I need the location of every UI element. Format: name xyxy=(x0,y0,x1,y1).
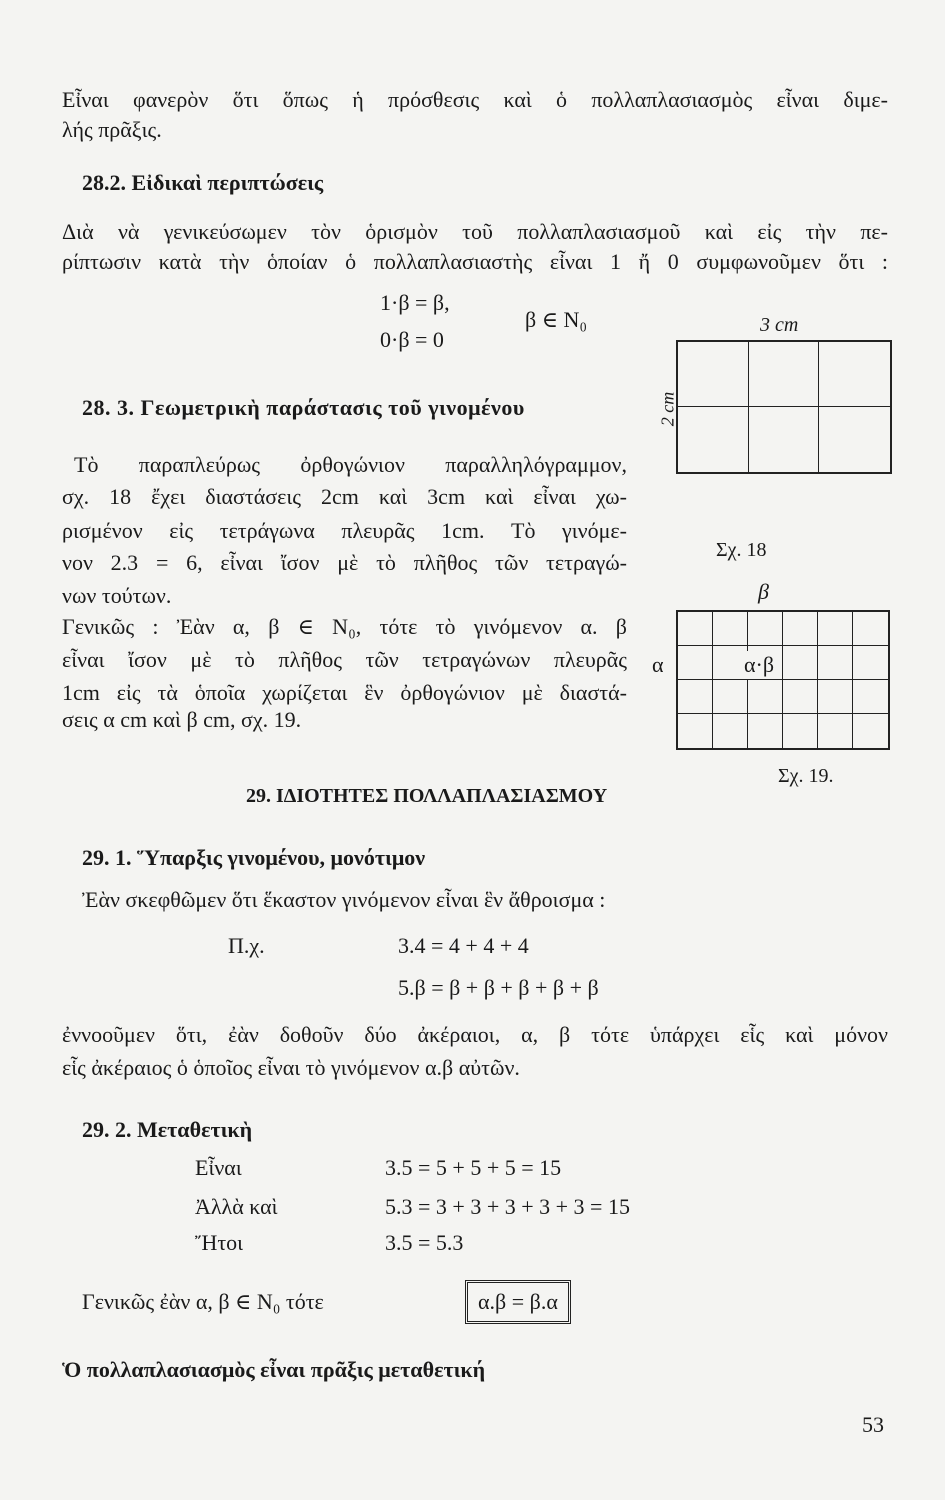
section-28-2-heading: 28.2. Εἰδικαὶ περιπτώσεις xyxy=(82,170,324,195)
paragraph-line: Ἐὰν σκεφθῶμεν ὅτι ἕκαστον γινόμενον εἶναι ἓν ἄθροισμα : xyxy=(82,887,606,912)
condition: β ∈ N₀ xyxy=(525,307,588,332)
paragraph-line: σχ. 18 ἔχει διαστάσεις 2cm καὶ 3cm καὶ εἶναι χω- xyxy=(62,484,627,509)
intro-line-1: Εἶναι φανερὸν ὅτι ὅπως ἡ πρόσθεσις καὶ ὁ πολλαπλασιασμὸς εἶναι διμε- xyxy=(62,87,888,112)
paragraph-line: ρισμένον εἰς τετράγωνα πλευρᾶς 1cm. Τὸ γινόμε- xyxy=(62,518,627,543)
boxed-formula: α.β = β.α xyxy=(465,1280,571,1324)
fig18-caption: Σχ. 18 xyxy=(716,539,767,561)
section-28-3-heading: 28. 3. Γεωμετρικὴ παράστασις τοῦ γινομένου xyxy=(82,395,525,420)
section-29-2-heading: 29. 2. Μεταθετικὴ xyxy=(82,1117,253,1142)
row-label: Ἀλλὰ καὶ xyxy=(195,1194,278,1219)
general-statement: Γενικῶς ἐὰν α, β ∈ N₀ τότε xyxy=(82,1289,324,1314)
paragraph-line: Τὸ παραπλεύρως ὀρθογώνιον παραλληλόγραμμον, xyxy=(74,452,627,477)
row-expr: 3.5 = 5 + 5 + 5 = 15 xyxy=(385,1155,562,1180)
intro-line-2: λής πρᾶξις. xyxy=(62,117,162,142)
page-number: 53 xyxy=(862,1412,884,1437)
paragraph-line: Διὰ νὰ γενικεύσωμεν τὸν ὁρισμὸν τοῦ πολλαπλασιασμοῦ καὶ εἰς τὴν πε- xyxy=(62,219,888,244)
fig19-top-label: β xyxy=(758,579,769,604)
paragraph-line: σεις α cm καὶ β cm, σχ. 19. xyxy=(62,707,302,732)
section-29-heading: 29. ΙΔΙΟΤΗΤΕΣ ΠΟΛΛΑΠΛΑΣΙΑΣΜΟΥ xyxy=(246,785,608,807)
section-29-1-heading: 29. 1. Ὕπαρξις γινομένου, μονότιμον xyxy=(82,845,426,870)
paragraph-line: Γενικῶς : Ἐὰν α, β ∈ N₀, τότε τὸ γινόμενον α. β xyxy=(62,614,627,639)
paragraph-line: νων τούτων. xyxy=(62,583,172,608)
equation: 3.4 = 4 + 4 + 4 xyxy=(398,933,529,958)
example-label: Π.χ. xyxy=(228,933,265,958)
paragraph-line: νον 2.3 = 6, εἶναι ἴσον μὲ τὸ πλῆθος τῶν τετραγώ- xyxy=(62,550,627,575)
fig18-grid xyxy=(676,340,892,474)
paragraph-line: ρίπτωσιν κατὰ τὴν ὁποίαν ὁ πολλαπλασιαστὴς εἶναι 1 ἤ 0 συμφωνοῦμεν ὅτι : xyxy=(62,249,888,274)
row-label: Ἤτοι xyxy=(195,1230,244,1255)
paragraph-line: εἶναι ἴσον μὲ τὸ πλῆθος τῶν τετραγώνων πλευρᾶς xyxy=(62,647,627,672)
paragraph-line: 1cm εἰς τὰ ὁποῖα χωρίζεται ἓν ὀρθογώνιον μὲ διαστά- xyxy=(62,680,627,705)
equation: 1·β = β, xyxy=(380,290,450,315)
equation: 5.β = β + β + β + β + β xyxy=(398,975,599,1000)
fig18-height-label: 2 cm xyxy=(657,391,678,427)
equation: 0·β = 0 xyxy=(380,327,444,352)
paragraph-line: εἷς ἀκέραιος ὁ ὁποῖος εἶναι τὸ γινόμενον α.β αὐτῶν. xyxy=(62,1055,520,1080)
fig19-center-label: α·β xyxy=(744,652,775,677)
row-label: Εἶναι xyxy=(195,1155,242,1180)
fig19-side-label: α xyxy=(652,652,664,677)
conclusion: Ὁ πολλαπλασιασμὸς εἶναι πρᾶξις μεταθετική xyxy=(62,1357,486,1382)
fig19-caption: Σχ. 19. xyxy=(778,765,834,787)
fig18-width-label: 3 cm xyxy=(760,314,799,336)
paragraph-line: ἐννοοῦμεν ὅτι, ἐὰν δοθοῦν δύο ἀκέραιοι, α, β τότε ὑπάρχει εἷς καὶ μόνον xyxy=(62,1022,888,1047)
row-expr: 5.3 = 3 + 3 + 3 + 3 + 3 = 15 xyxy=(385,1194,630,1219)
fig19-grid xyxy=(676,610,890,750)
row-expr: 3.5 = 5.3 xyxy=(385,1230,464,1255)
